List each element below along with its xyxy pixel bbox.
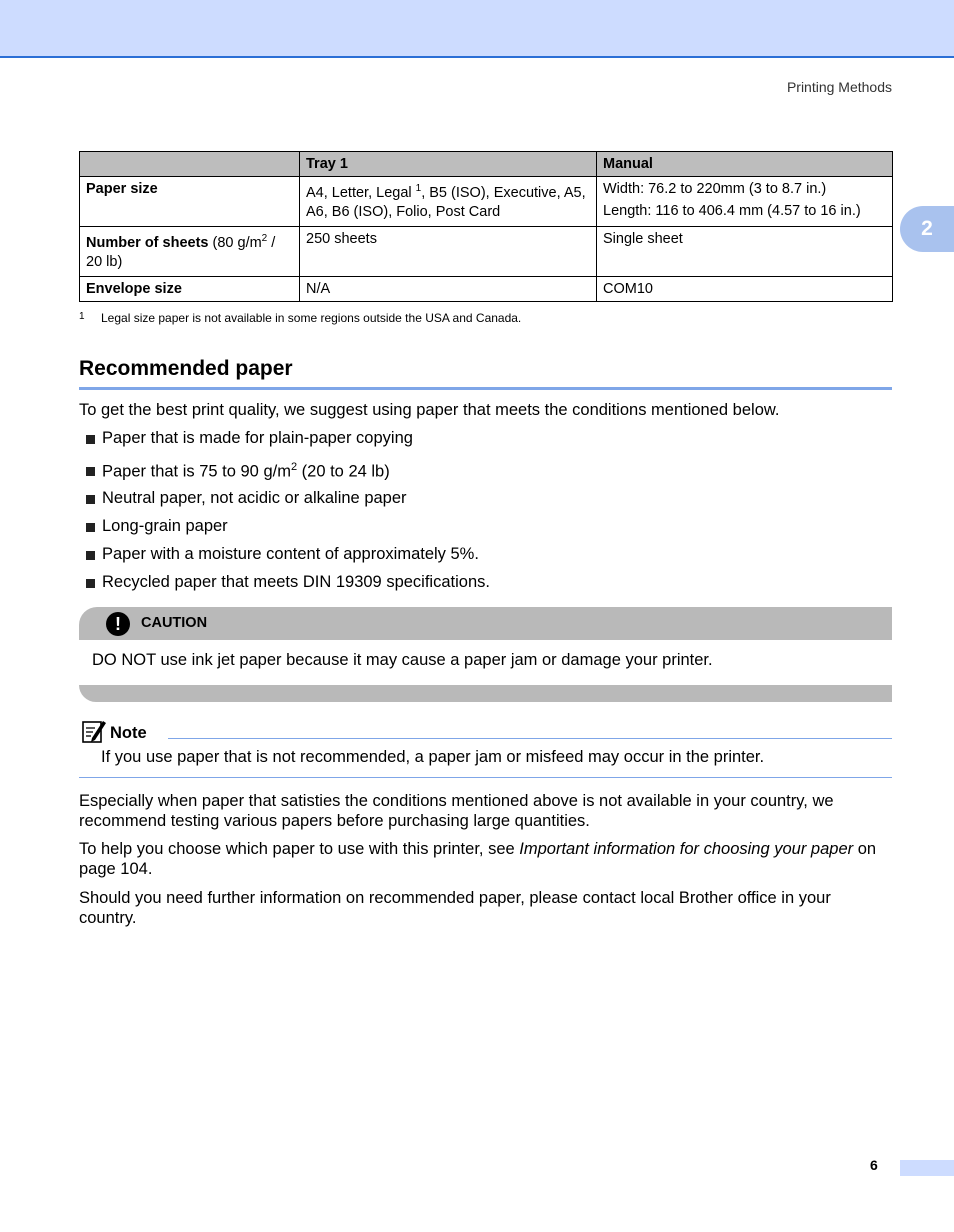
row-label-envelope: Envelope size: [80, 276, 300, 301]
cell-envelope-manual: COM10: [597, 276, 893, 301]
list-item: Paper that is made for plain-paper copying: [86, 429, 490, 457]
table-header-row: [80, 152, 893, 177]
paper-size-tray1-pre: A4, Letter, Legal: [306, 184, 416, 201]
paper-spec-table: [79, 151, 893, 302]
square-bullet-icon: [86, 523, 95, 532]
cell-paper-size-manual: [597, 177, 893, 227]
table-row: [80, 177, 893, 227]
footnote: [79, 311, 521, 325]
paragraph-availability: Especially when paper that satisties the conditions mentioned above is not available in your country, we recommend testing various papers before purchasing large quantities.: [79, 792, 834, 830]
square-bullet-icon: [86, 551, 95, 560]
caution-header: [79, 607, 892, 640]
exclamation-icon: !: [106, 612, 130, 636]
sheets-label-bold: Number of sheets: [86, 234, 209, 251]
caution-label: CAUTION: [141, 615, 208, 631]
running-header: Printing Methods: [786, 79, 892, 95]
list-item: Paper with a moisture content of approximately 5%.: [86, 545, 490, 573]
manual-width: Width: 76.2 to 220mm (3 to 8.7 in.): [603, 181, 827, 197]
table-header-tray1: Tray 1: [300, 152, 597, 177]
row-label-paper-size: Paper size: [80, 177, 300, 227]
square-bullet-icon: [86, 495, 95, 504]
top-band: [0, 0, 954, 58]
cross-reference-link[interactable]: Important information for choosing your paper: [519, 840, 854, 858]
section-title: Recommended paper: [79, 357, 293, 380]
manual-length: Length: 116 to 406.4 mm (4.57 to 16 in.): [603, 203, 861, 219]
note-pencil-icon: [81, 718, 107, 744]
section-rule: [79, 387, 892, 390]
chapter-tab[interactable]: 2: [900, 206, 954, 252]
table-row: [80, 276, 893, 301]
square-bullet-icon: [86, 467, 95, 476]
square-bullet-icon: [86, 579, 95, 588]
note-rule-bottom: [79, 777, 892, 778]
requirements-list: [86, 429, 490, 601]
footnote-ref[interactable]: 1: [415, 183, 422, 194]
note-text: If you use paper that is not recommended, a paper jam or misfeed may occur in the printer.: [101, 748, 765, 766]
square-bullet-icon: [86, 435, 95, 444]
list-item: Recycled paper that meets DIN 19309 specifications.: [86, 573, 490, 601]
caution-text: DO NOT use ink jet paper because it may cause a paper jam or damage your printer.: [92, 651, 713, 669]
caution-footer-bar: [79, 685, 892, 702]
list-item: Neutral paper, not acidic or alkaline paper: [86, 489, 490, 517]
intro-text: To get the best print quality, we suggest using paper that meets the conditions mentioned below.: [79, 401, 780, 419]
cell-sheets-tray1: 250 sheets: [300, 226, 597, 276]
table-row: [80, 226, 893, 276]
paper-size-tray1-post: , B5 (ISO), Executive, A5, A6, B6 (ISO), Folio, Post Card: [306, 184, 586, 220]
footnote-number: 1: [79, 311, 85, 322]
list-item: Paper that is 75 to 90 $g/m^2$ (20 to 24 lb): [86, 457, 490, 489]
cell-paper-size-tray1: [300, 177, 597, 227]
paragraph-contact: Should you need further information on recommended paper, please contact local Brother office in your country.: [79, 889, 831, 927]
note-rule-top: [168, 738, 892, 739]
note-label: Note: [110, 724, 147, 742]
table-header-manual: Manual: [597, 152, 893, 177]
row-label-sheets: [80, 226, 300, 276]
paragraph-choose-paper: To help you choose which paper to use with this printer, see Important information for choosing your paper on page 104.: [79, 840, 877, 878]
sheets-label-post: / 20 lb): [86, 234, 276, 270]
cell-sheets-manual: Single sheet: [597, 226, 893, 276]
sheets-label-sup: 2: [261, 232, 268, 244]
list-item: Long-grain paper: [86, 517, 490, 545]
footnote-text: Legal size paper is not available in some regions outside the USA and Canada.: [101, 311, 522, 325]
page-number: 6: [870, 1157, 878, 1173]
cell-envelope-tray1: N/A: [300, 276, 597, 301]
page-footer-tab: [900, 1160, 954, 1176]
table-header-empty: [80, 152, 300, 177]
sheets-label-pre: (80 g/m: [208, 234, 262, 251]
